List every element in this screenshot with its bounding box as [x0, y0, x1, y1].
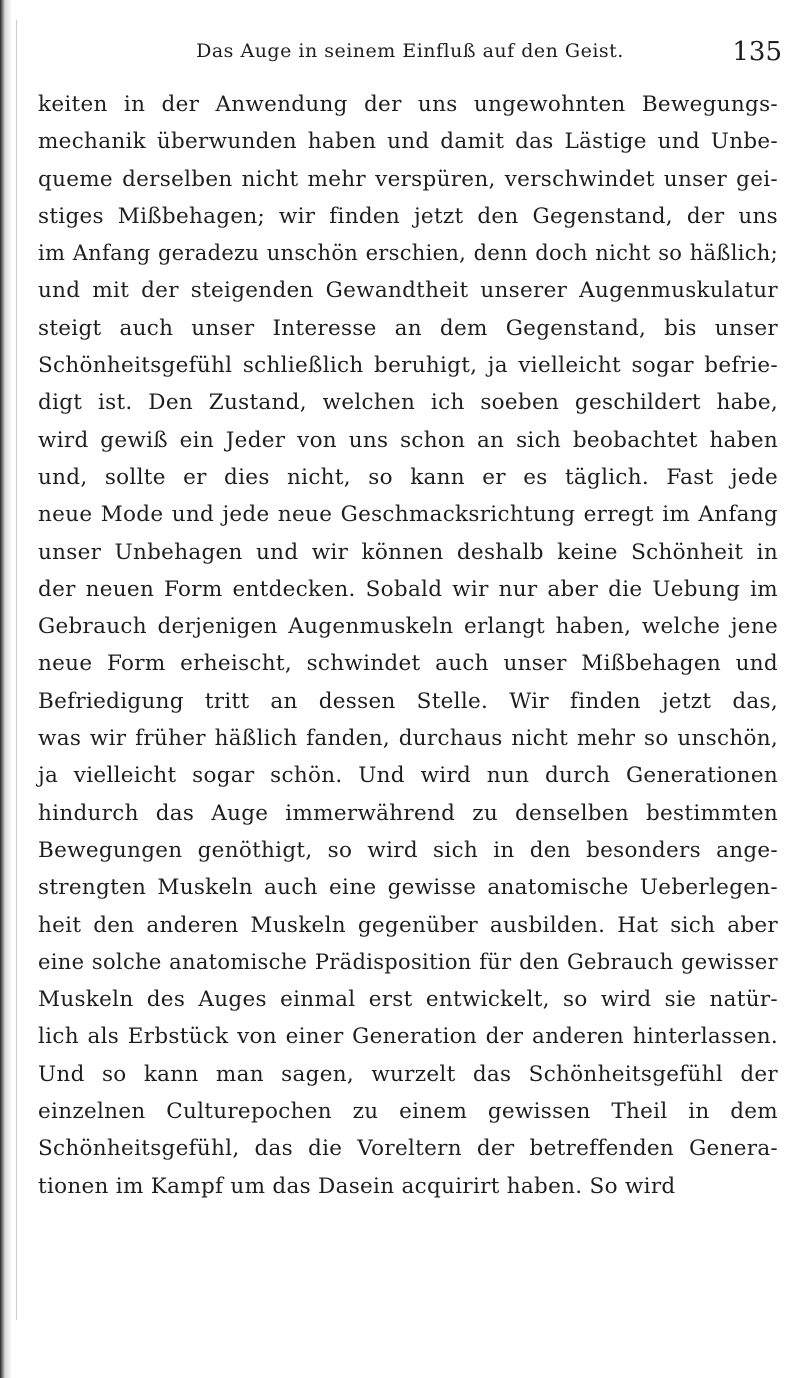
running-title: Das Auge in seinem Einfluß auf den Geist.: [196, 40, 624, 62]
text-line: steigt auch unser Interesse an dem Gegenstand, bis unser: [38, 315, 778, 341]
text-line: und, sollte er dies nicht, so kann er es täglich. Fast jede: [38, 464, 778, 490]
text-line: strengten Muskeln auch eine gewisse anatomische Ueberlegen-: [38, 875, 778, 901]
text-line: mechanik überwunden haben und damit das Lästige und Unbe-: [38, 129, 778, 155]
text-line: der neuen Form entdecken. Sobald wir nur aber die Uebung im: [38, 576, 778, 602]
text-line: unser Unbehagen und wir können deshalb keine Schönheit in: [38, 539, 778, 565]
text-line: hindurch das Auge immerwährend zu denselben bestimmten: [38, 800, 778, 826]
text-line: tionen im Kampf um das Dasein acquirirt haben. So wird: [38, 1173, 676, 1199]
text-line: neue Mode und jede neue Geschmacksrichtung erregt im Anfang: [38, 502, 778, 528]
binding-shadow: [0, 0, 12, 1378]
text-line: Gebrauch derjenigen Augenmuskeln erlangt haben, welche jene: [38, 614, 778, 640]
text-line: und mit der steigenden Gewandtheit unserer Augenmuskulatur: [38, 278, 778, 304]
text-line: Und so kann man sagen, wurzelt das Schönheitsgefühl der: [38, 1061, 778, 1087]
text-line: ja vielleicht sogar schön. Und wird nun durch Generationen: [38, 763, 778, 789]
text-line: einzelnen Culturepochen zu einem gewissen Theil in dem: [38, 1099, 778, 1125]
text-line: Bewegungen genöthigt, so wird sich in den besonders ange-: [38, 837, 778, 863]
text-line: eine solche anatomische Prädisposition für den Gebrauch gewisser: [38, 949, 778, 974]
body-text: [38, 86, 778, 1205]
text-line: Muskeln des Auges einmal erst entwickelt, so wird sie natür-: [38, 987, 778, 1013]
text-line: digt ist. Den Zustand, welchen ich soeben geschildert habe,: [38, 390, 778, 416]
binding-edge: [16, 20, 17, 1320]
page-number: 135: [732, 37, 782, 67]
text-line: queme derselben nicht mehr verspüren, verschwindet unser gei-: [38, 166, 778, 192]
text-line: keiten in der Anwendung der uns ungewohnten Bewegungs-: [38, 92, 778, 117]
text-line: Befriedigung tritt an dessen Stelle. Wir finden jetzt das,: [38, 688, 778, 714]
text-line: Schönheitsgefühl, das die Voreltern der betreffenden Genera-: [38, 1136, 778, 1162]
text-line: Schönheitsgefühl schließlich beruhigt, ja vielleicht sogar befrie-: [38, 353, 778, 379]
text-line: was wir früher häßlich fanden, durchaus nicht mehr so unschön,: [38, 726, 778, 752]
text-line: im Anfang geradezu unschön erschien, denn doch nicht so häßlich;: [38, 241, 778, 266]
text-line: neue Form erheischt, schwindet auch unser Mißbehagen und: [38, 651, 778, 677]
text-line: heit den anderen Muskeln gegenüber ausbilden. Hat sich aber: [38, 912, 778, 938]
text-line: wird gewiß ein Jeder von uns schon an sich beobachtet haben: [38, 427, 778, 453]
text-line: lich als Erbstück von einer Generation der anderen hinterlassen.: [38, 1024, 778, 1050]
text-line: stiges Mißbehagen; wir finden jetzt den Gegenstand, der uns: [38, 203, 778, 229]
